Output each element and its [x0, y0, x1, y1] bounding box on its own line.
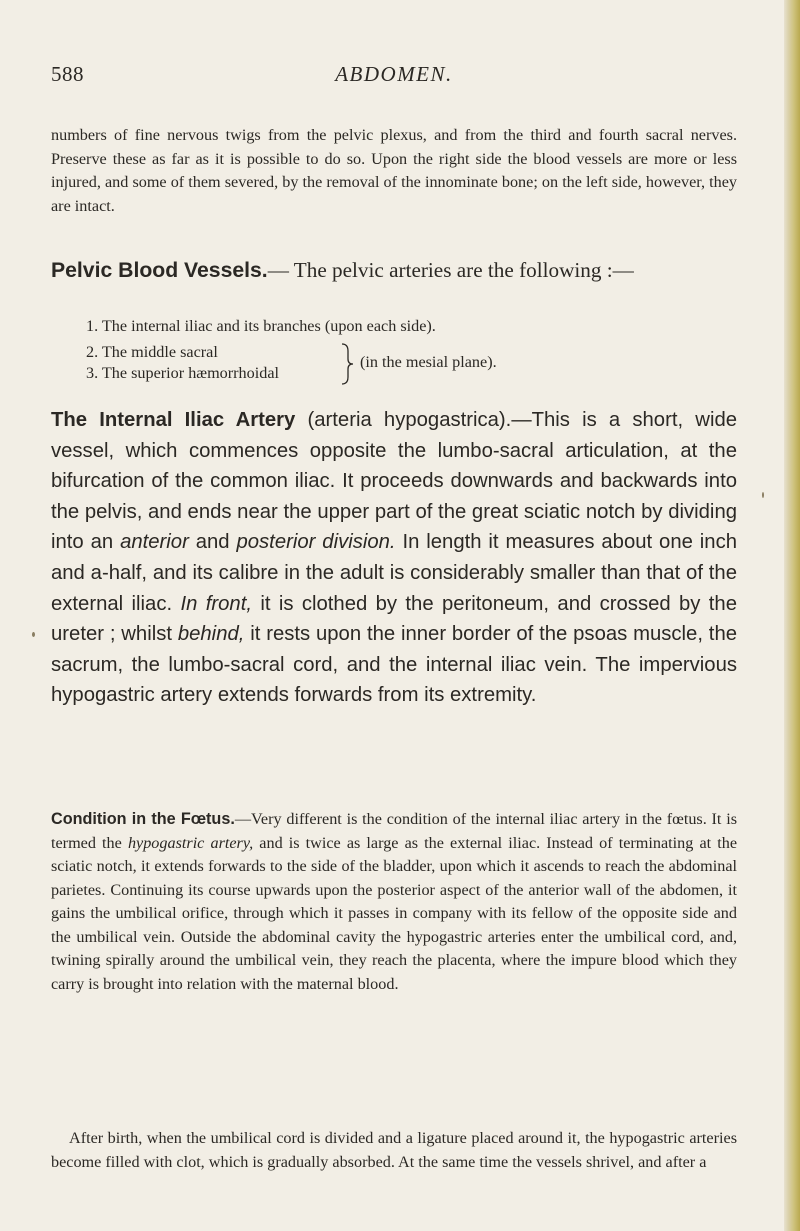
page-edge [784, 0, 800, 1231]
internal-iliac-paragraph: The Internal Iliac Artery (arteria hypogastrica).—This is a short, wide vessel, which commences opposite the lumbo-sacral articulation, at the bifurcation of the common iliac. It proceeds downwards and backwards into the pelvis, and ends near the upper part of the great sciatic notch by dividing into an anterior and posterior division. In length it measures about one inch and a-half, and its calibre in the adult is considerably smaller than that of the external iliac. In front, it is clothed by the peritoneum, and crossed by the ureter ; whilst behind, it rests upon the inner border of the psoas muscle, the sacrum, the lumbo-sacral cord, and the internal iliac vein. The impervious hypogastric artery extends forwards from its extremity. [51, 409, 738, 707]
hypogastric-artery-term: hypogastric artery, [127, 833, 254, 852]
foetus-condition-heading: Condition in the Fœtus. [51, 810, 235, 828]
internal-iliac-heading: The Internal Iliac Artery [51, 409, 296, 431]
pelvic-blood-vessels-text: — The pelvic arteries are the following :— [267, 258, 634, 282]
paper-speck [762, 492, 764, 498]
artery-list-item-1: 1. The internal iliac and its branches (upon each side). [86, 317, 436, 335]
page-header [51, 62, 737, 94]
mesial-plane-note: (in the mesial plane). [360, 353, 497, 371]
paper-speck [32, 632, 35, 637]
right-brace-icon [340, 343, 356, 385]
running-title: ABDOMEN. [335, 62, 453, 86]
intro-paragraph: numbers of fine nervous twigs from the pelvic plexus, and from the third and fourth sacral nerves. Preserve these as far as it is possible to do so. Upon the right side the blood vessels are more or less injured, and some of them severed, by the removal of the innominate bone; on the left side, however, they are intact. [51, 126, 737, 215]
artery-list-brace-group [86, 342, 686, 390]
artery-list-item-2: 2. The middle sacral [86, 343, 218, 361]
artery-list-item-3: 3. The superior hæmorrhoidal [86, 363, 280, 382]
in-front-term: In front, [180, 592, 252, 615]
posterior-division-term: posterior division. [236, 531, 396, 554]
page-number: 588 [51, 62, 84, 86]
pelvic-blood-vessels-paragraph [51, 256, 737, 285]
foetus-condition-paragraph: Condition in the Fœtus.—Very different is the condition of the internal iliac artery in the fœtus. It is termed the hypogastric artery, and is twice as large as the external iliac. Instead of terminating at the sciatic notch, it extends forwards to the side of the bladder, upon which it ascends to reach the abdominal parietes. Continuing its course upwards upon the posterior aspect of the anterior wall of the abdomen, it gains the umbilical orifice, through which it passes in company with its fellow of the opposite side and the umbilical vein. Outside the abdominal cavity the hypogastric arteries enter the umbilical cord, and, twining spirally around the umbilical vein, they reach the placenta, where the impure blood which they carry is brought into relation with the maternal blood. [51, 810, 738, 993]
behind-term: behind, [177, 623, 245, 646]
anterior-term: anterior [120, 531, 189, 554]
after-birth-paragraph: After birth, when the umbilical cord is divided and a ligature placed around it, the hypogastric arteries become filled with clot, which is gradually absorbed. At the same time the vessels shrivel, and after a [51, 1129, 737, 1171]
pelvic-blood-vessels-heading: Pelvic Blood Vessels. [51, 259, 268, 282]
